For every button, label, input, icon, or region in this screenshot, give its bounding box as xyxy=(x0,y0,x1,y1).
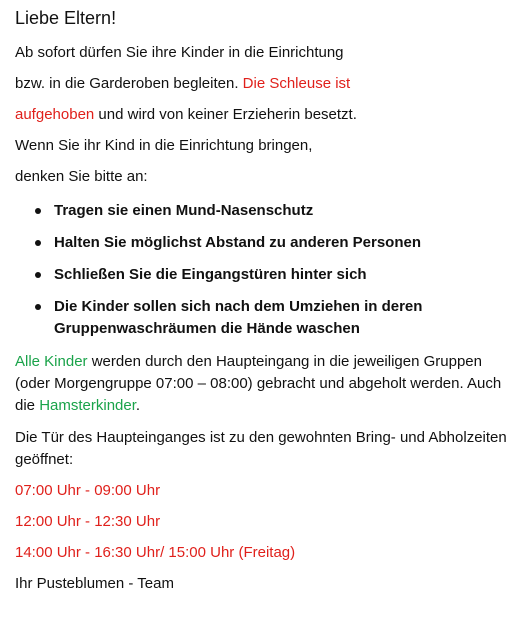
intro-line-3 xyxy=(15,105,507,125)
schleuse-highlight: Die Schleuse ist xyxy=(242,75,351,92)
bullet-dot-icon xyxy=(35,304,41,310)
list-item-text: Tragen sie einen Mund-Nasenschutz xyxy=(54,202,314,219)
list-item-text: Halten Sie möglichst Abstand zu anderen Personen xyxy=(54,234,422,251)
list-item xyxy=(15,232,507,254)
aufgehoben-highlight: aufgehoben xyxy=(15,106,95,123)
list-item xyxy=(15,264,507,286)
bullet-dot-icon xyxy=(35,272,41,278)
intro-line-2-text: bzw. in die Garderoben begleiten. xyxy=(15,75,243,92)
opening-paragraph: Die Tür des Haupteinganges ist zu den gewohnten Bring- und Abholzeiten geöffnet: xyxy=(15,429,507,468)
letter-title: Liebe Eltern! xyxy=(15,8,117,28)
intro-line-5: denken Sie bitte an: xyxy=(15,168,148,185)
time-slot-noon: 12:00 Uhr - 12:30 Uhr xyxy=(15,513,161,530)
list-item-text: Schließen Sie die Eingangstüren hinter sich xyxy=(54,266,367,283)
intro-line-4: Wenn Sie ihr Kind in die Einrichtung bringen, xyxy=(15,137,313,154)
signature: Ihr Pusteblumen - Team xyxy=(15,575,174,592)
intro-line-2 xyxy=(15,74,507,94)
hamsterkinder-highlight: Hamsterkinder xyxy=(39,397,136,414)
alle-kinder-highlight: Alle Kinder xyxy=(15,353,88,370)
time-slot-morning: 07:00 Uhr - 09:00 Uhr xyxy=(15,482,161,499)
entrance-paragraph xyxy=(15,351,507,417)
bullet-dot-icon xyxy=(35,208,41,214)
letter xyxy=(15,6,507,594)
reminder-list xyxy=(15,200,507,340)
entrance-text-1: werden durch den Haupteingang in die jeweiligen Gruppen (oder Morgengruppe 07:00 – 08:00) gebracht und abgeholt werden. Auch die xyxy=(15,353,502,414)
intro-line-1: Ab sofort dürfen Sie ihre Kinder in die Einrichtung xyxy=(15,44,344,61)
time-slot-afternoon: 14:00 Uhr - 16:30 Uhr/ 15:00 Uhr (Freitag) xyxy=(15,544,296,561)
list-item-text: Die Kinder sollen sich nach dem Umziehen in deren Gruppenwaschräumen die Hände waschen xyxy=(54,298,423,337)
bullet-dot-icon xyxy=(35,240,41,246)
entrance-text-2: . xyxy=(135,397,141,414)
list-item xyxy=(15,296,507,340)
intro-line-3-text: und wird von keiner Erzieherin besetzt. xyxy=(94,106,357,123)
list-item xyxy=(15,200,507,222)
